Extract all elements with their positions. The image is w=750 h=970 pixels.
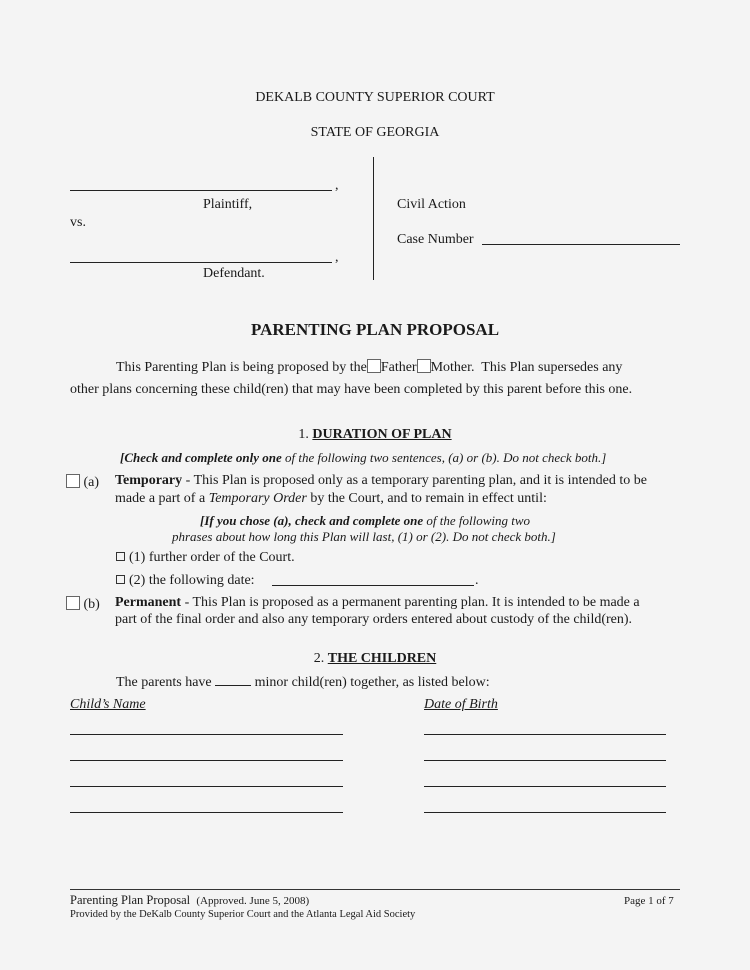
mother-label: Mother. [430,360,475,375]
children-count-field[interactable] [215,685,251,686]
plaintiff-label: Plaintiff, [203,197,253,212]
sub-instruction-bold: [If you chose (a), check and complete one [200,513,424,528]
option-b-checkbox-row [66,596,100,613]
option-b-line-2: part of the final order and also any temporary orders entered about custody of the child(ren). [115,612,633,627]
comma: , [335,178,339,193]
option-a-line-2 [115,491,547,507]
caption-divider [373,157,374,280]
section-1-heading [0,427,750,443]
temporary-term: Temporary [115,473,183,488]
child-name-field[interactable] [70,786,343,787]
plaintiff-field[interactable] [70,190,332,191]
childs-name-header: Child’s Name [70,697,146,712]
section-title: DURATION OF PLAN [312,427,452,442]
section-number: 1. [298,427,309,442]
permanent-term: Permanent [115,595,182,610]
option-a-line-1 [115,473,647,489]
instruction-text: of the following two sentences, (a) or (b). Do not check both.] [285,450,607,465]
option-a-text: - This Plan is proposed only as a temporary parenting plan, and it is intended to be [182,473,647,488]
comma: , [335,250,339,265]
option-a-text: made a part of a [115,491,209,506]
case-number-field[interactable] [482,244,680,245]
case-number-label: Case Number [397,232,474,247]
option-a-checkbox-row [66,474,99,491]
option-a-label: (a) [83,475,100,490]
children-text: The parents have [116,675,212,690]
vs-label: vs. [70,215,86,230]
temporary-order-term: Temporary Order [208,491,307,506]
father-checkbox[interactable] [367,359,381,373]
sub-instruction-2: phrases about how long this Plan will last, (1) or (2). Do not check both.] [172,529,556,544]
intro-line-2: other plans concerning these child(ren) that may have been completed by this parent before this one. [70,382,633,397]
children-count-text [116,675,490,691]
section-title: THE CHILDREN [327,651,437,666]
document-title: PARENTING PLAN PROPOSAL [250,320,500,339]
section-2-heading [0,651,750,667]
court-name: DEKALB COUNTY SUPERIOR COURT [255,90,495,105]
provided-by: Provided by the DeKalb County Superior Court and the Atlanta Legal Aid Society [70,909,416,920]
following-date-checkbox[interactable] [116,575,125,584]
civil-action-label: Civil Action [397,197,466,212]
option-b-line-1 [115,595,640,611]
approved-date: (Approved. June 5, 2008) [196,895,310,907]
instruction-bold: [Check and complete only one [120,450,282,465]
child-name-field[interactable] [70,760,343,761]
permanent-checkbox[interactable] [66,596,80,610]
sub-instruction-1 [200,513,530,529]
state-name: STATE OF GEORGIA [310,125,440,140]
intro-text: This Parenting Plan is being proposed by the [116,360,367,375]
sub-instruction-text: of the following two [423,513,531,528]
child-dob-field[interactable] [424,734,666,735]
option-2-label: (2) the following date: [129,573,255,588]
further-order-checkbox[interactable] [116,552,125,561]
child-dob-field[interactable] [424,786,666,787]
option-1-row [116,550,295,566]
section-number: 2. [313,651,325,666]
children-text: minor child(ren) together, as listed below: [254,675,490,690]
section-1-instruction [120,450,606,466]
child-name-field[interactable] [70,812,343,813]
option-b-label: (b) [83,597,100,612]
form-name: Parenting Plan Proposal [70,893,191,907]
child-dob-field[interactable] [424,812,666,813]
child-dob-field[interactable] [424,760,666,761]
footer-form-name [70,893,309,908]
intro-line-1 [116,359,622,376]
defendant-field[interactable] [70,262,332,263]
option-a-text: by the Court, and to remain in effect until: [306,491,547,506]
intro-text: This Plan supersedes any [481,360,623,375]
period: . [475,573,479,588]
page-number: Page 1 of 7 [624,895,674,907]
date-field[interactable] [272,585,474,586]
father-label: Father [380,360,417,375]
date-of-birth-header: Date of Birth [424,697,498,712]
mother-checkbox[interactable] [417,359,431,373]
child-name-field[interactable] [70,734,343,735]
option-2-row [116,573,255,589]
temporary-checkbox[interactable] [66,474,80,488]
footer-rule [70,889,680,890]
option-1-label: (1) further order of the Court. [129,550,295,565]
defendant-label: Defendant. [203,266,265,281]
option-b-text: - This Plan is proposed as a permanent parenting plan. It is intended to be made a [181,595,640,610]
